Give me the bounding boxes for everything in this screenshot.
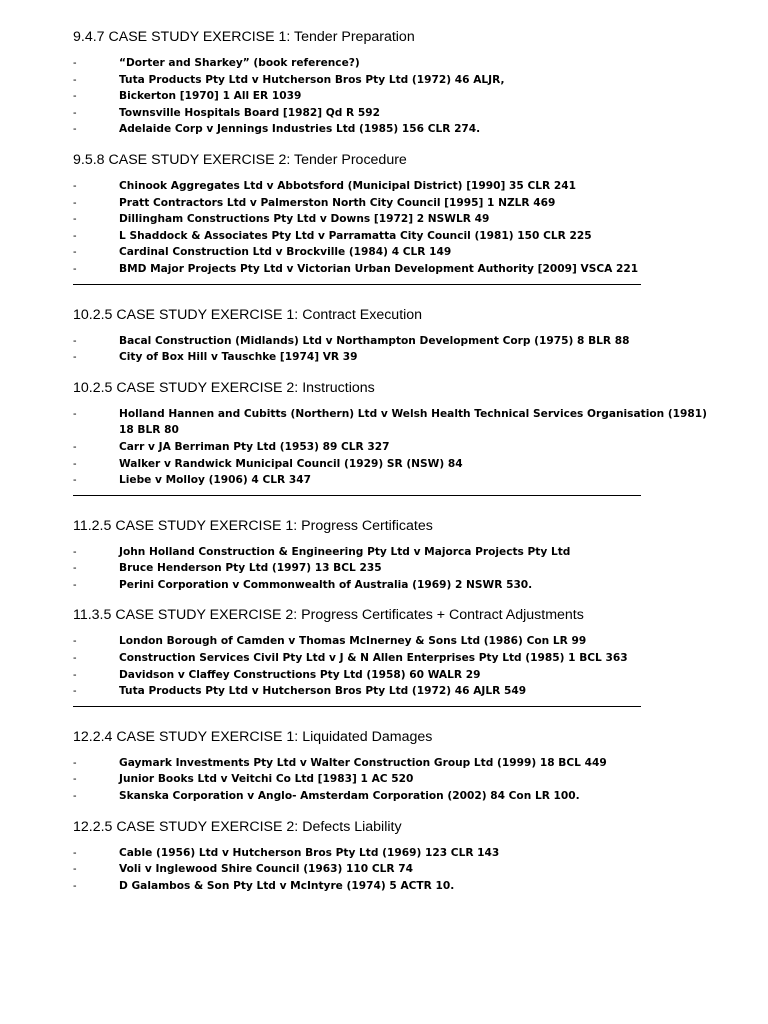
bullet-dash: - (73, 179, 77, 192)
case-citation: Bickerton [1970] 1 All ER 1039 (119, 90, 302, 103)
list-item (73, 439, 713, 456)
case-citation: “Dorter and Sharkey” (book reference?) (119, 57, 360, 69)
case-list (73, 845, 713, 895)
case-citation: Chinook Aggregates Ltd v Abbotsford (Municipal District) [1990] 35 CLR 241 (119, 179, 576, 192)
list-item (73, 667, 713, 684)
case-citation: L Shaddock & Associates Pty Ltd v Parramatta City Council (1981) 150 CLR 225 (119, 229, 592, 242)
list-item (73, 72, 713, 89)
case-citation: Cardinal Construction Ltd v Brockville (1984) 4 CLR 149 (119, 246, 452, 259)
document-page (73, 28, 713, 894)
case-list (73, 406, 713, 489)
bullet-dash: - (73, 474, 77, 487)
list-item (73, 105, 713, 122)
divider-line (73, 495, 641, 496)
case-citation: Dillingham Constructions Pty Ltd v Downs [1972] 2 NSWLR 49 (119, 213, 490, 226)
case-citation: Walker v Randwick Municipal Council (1929) SR (NSW) 84 (119, 457, 463, 470)
section-heading: 12.2.5 CASE STUDY EXERCISE 2: Defects Liability (73, 818, 402, 835)
list-item (73, 121, 713, 138)
divider-line (73, 284, 641, 285)
list-item (73, 845, 713, 862)
bullet-dash: - (73, 246, 77, 259)
case-citation: Skanska Corporation v Anglo- Amsterdam Corporation (2002) 84 Con LR 100. (119, 790, 580, 803)
bullet-dash: - (73, 635, 77, 648)
section-heading: 11.3.5 CASE STUDY EXERCISE 2: Progress Certificates + Contract Adjustments (73, 607, 584, 624)
list-item (73, 633, 713, 650)
bullet-dash: - (73, 457, 77, 470)
case-list (73, 755, 713, 805)
list-item (73, 771, 713, 788)
list-item (73, 683, 713, 700)
case-citation: Voli v Inglewood Shire Council (1963) 110 CLR 74 (119, 863, 413, 876)
bullet-dash: - (73, 545, 77, 558)
bullet-dash: - (73, 578, 77, 591)
case-citation: Bacal Construction (Midlands) Ltd v Northampton Development Corp (1975) 8 BLR 88 (119, 334, 630, 347)
case-citation: Adelaide Corp v Jennings Industries Ltd (1985) 156 CLR 274. (119, 123, 481, 136)
list-item (73, 456, 713, 473)
case-citation: BMD Major Projects Pty Ltd v Victorian Urban Development Authority [2009] VSCA 221 (119, 262, 639, 275)
section-heading: 10.2.5 CASE STUDY EXERCISE 2: Instructions (73, 379, 375, 396)
list-item (73, 211, 713, 228)
section-heading: 10.2.5 CASE STUDY EXERCISE 1: Contract Execution (73, 306, 423, 323)
case-citation: Davidson v Claffey Constructions Pty Ltd (1958) 60 WALR 29 (119, 668, 481, 681)
bullet-dash: - (73, 106, 77, 119)
bullet-dash: - (73, 407, 77, 420)
case-citation: Carr v JA Berriman Pty Ltd (1953) 89 CLR 327 (119, 440, 390, 453)
case-citation: Tuta Products Pty Ltd v Hutcherson Bros Pty Ltd (1972) 46 AJLR 549 (119, 685, 527, 698)
section-tender-procedure (73, 151, 713, 285)
bullet-dash: - (73, 879, 77, 892)
case-citation: Pratt Contractors Ltd v Palmerston North City Council [1995] 1 NZLR 469 (119, 196, 556, 209)
section-instructions (73, 379, 713, 496)
case-citation: Holland Hannen and Cubitts (Northern) Ltd v Welsh Health Technical Services Organisation (1981) 18 BLR 80 (119, 407, 707, 437)
case-list (73, 333, 713, 366)
list-item (73, 261, 713, 278)
case-citation: Junior Books Ltd v Veitchi Co Ltd [1983] 1 AC 520 (119, 773, 414, 786)
bullet-dash: - (73, 213, 77, 226)
case-list (73, 633, 713, 699)
section-heading: 9.5.8 CASE STUDY EXERCISE 2: Tender Procedure (73, 151, 407, 168)
list-item (73, 878, 713, 895)
bullet-dash: - (73, 334, 77, 347)
bullet-dash: - (73, 196, 77, 209)
case-citation: D Galambos & Son Pty Ltd v McIntyre (1974) 5 ACTR 10. (119, 879, 455, 892)
case-citation: John Holland Construction & Engineering Pty Ltd v Majorca Projects Pty Ltd (119, 545, 571, 558)
list-item (73, 560, 713, 577)
case-citation: London Borough of Camden v Thomas McInerney & Sons Ltd (1986) Con LR 99 (119, 635, 587, 648)
section-heading: 11.2.5 CASE STUDY EXERCISE 1: Progress Certificates (73, 517, 433, 534)
bullet-dash: - (73, 668, 77, 681)
section-tender-preparation (73, 28, 713, 138)
list-item (73, 788, 713, 805)
bullet-dash: - (73, 863, 77, 876)
case-citation: Townsville Hospitals Board [1982] Qd R 592 (119, 106, 380, 119)
list-item (73, 228, 713, 245)
bullet-dash: - (73, 440, 77, 453)
list-item (73, 349, 713, 366)
case-list (73, 178, 713, 278)
bullet-dash: - (73, 846, 77, 859)
bullet-dash: - (73, 57, 77, 69)
case-citation: Liebe v Molloy (1906) 4 CLR 347 (119, 474, 311, 487)
case-citation: Cable (1956) Ltd v Hutcherson Bros Pty Ltd (1969) 123 CLR 143 (119, 846, 500, 859)
list-item (73, 55, 713, 72)
section-contract-adjustments (73, 606, 713, 706)
list-item (73, 406, 713, 439)
case-list (73, 55, 713, 138)
case-citation: Gaymark Investments Pty Ltd v Walter Construction Group Ltd (1999) 18 BCL 449 (119, 756, 607, 769)
case-citation: Bruce Henderson Pty Ltd (1997) 13 BCL 235 (119, 562, 382, 575)
bullet-dash: - (73, 756, 77, 769)
case-list (73, 544, 713, 594)
list-item (73, 472, 713, 489)
list-item (73, 178, 713, 195)
section-liquidated-damages (73, 728, 713, 805)
section-progress-certificates (73, 517, 713, 594)
list-item (73, 577, 713, 594)
bullet-dash: - (73, 229, 77, 242)
bullet-dash: - (73, 262, 77, 275)
list-item (73, 650, 713, 667)
bullet-dash: - (73, 652, 77, 665)
case-citation: City of Box Hill v Tauschke [1974] VR 39 (119, 351, 358, 364)
bullet-dash: - (73, 773, 77, 786)
divider-line (73, 706, 641, 707)
case-citation: Construction Services Civil Pty Ltd v J & N Allen Enterprises Pty Ltd (1985) 1 BCL 363 (119, 652, 628, 665)
list-item (73, 195, 713, 212)
list-item (73, 333, 713, 350)
bullet-dash: - (73, 73, 77, 86)
bullet-dash: - (73, 90, 77, 103)
section-heading: 9.4.7 CASE STUDY EXERCISE 1: Tender Preparation (73, 29, 415, 45)
list-item (73, 244, 713, 261)
bullet-dash: - (73, 123, 77, 136)
bullet-dash: - (73, 790, 77, 803)
case-citation: Perini Corporation v Commonwealth of Australia (1969) 2 NSWR 530. (119, 578, 533, 591)
list-item (73, 88, 713, 105)
bullet-dash: - (73, 351, 77, 364)
list-item (73, 861, 713, 878)
bullet-dash: - (73, 685, 77, 698)
list-item (73, 544, 713, 561)
section-contract-execution (73, 306, 713, 366)
section-heading: 12.2.4 CASE STUDY EXERCISE 1: Liquidated Damages (73, 728, 433, 745)
bullet-dash: - (73, 562, 77, 575)
list-item (73, 755, 713, 772)
case-citation: Tuta Products Pty Ltd v Hutcherson Bros Pty Ltd (1972) 46 ALJR, (119, 73, 505, 86)
section-defects-liability (73, 818, 713, 895)
